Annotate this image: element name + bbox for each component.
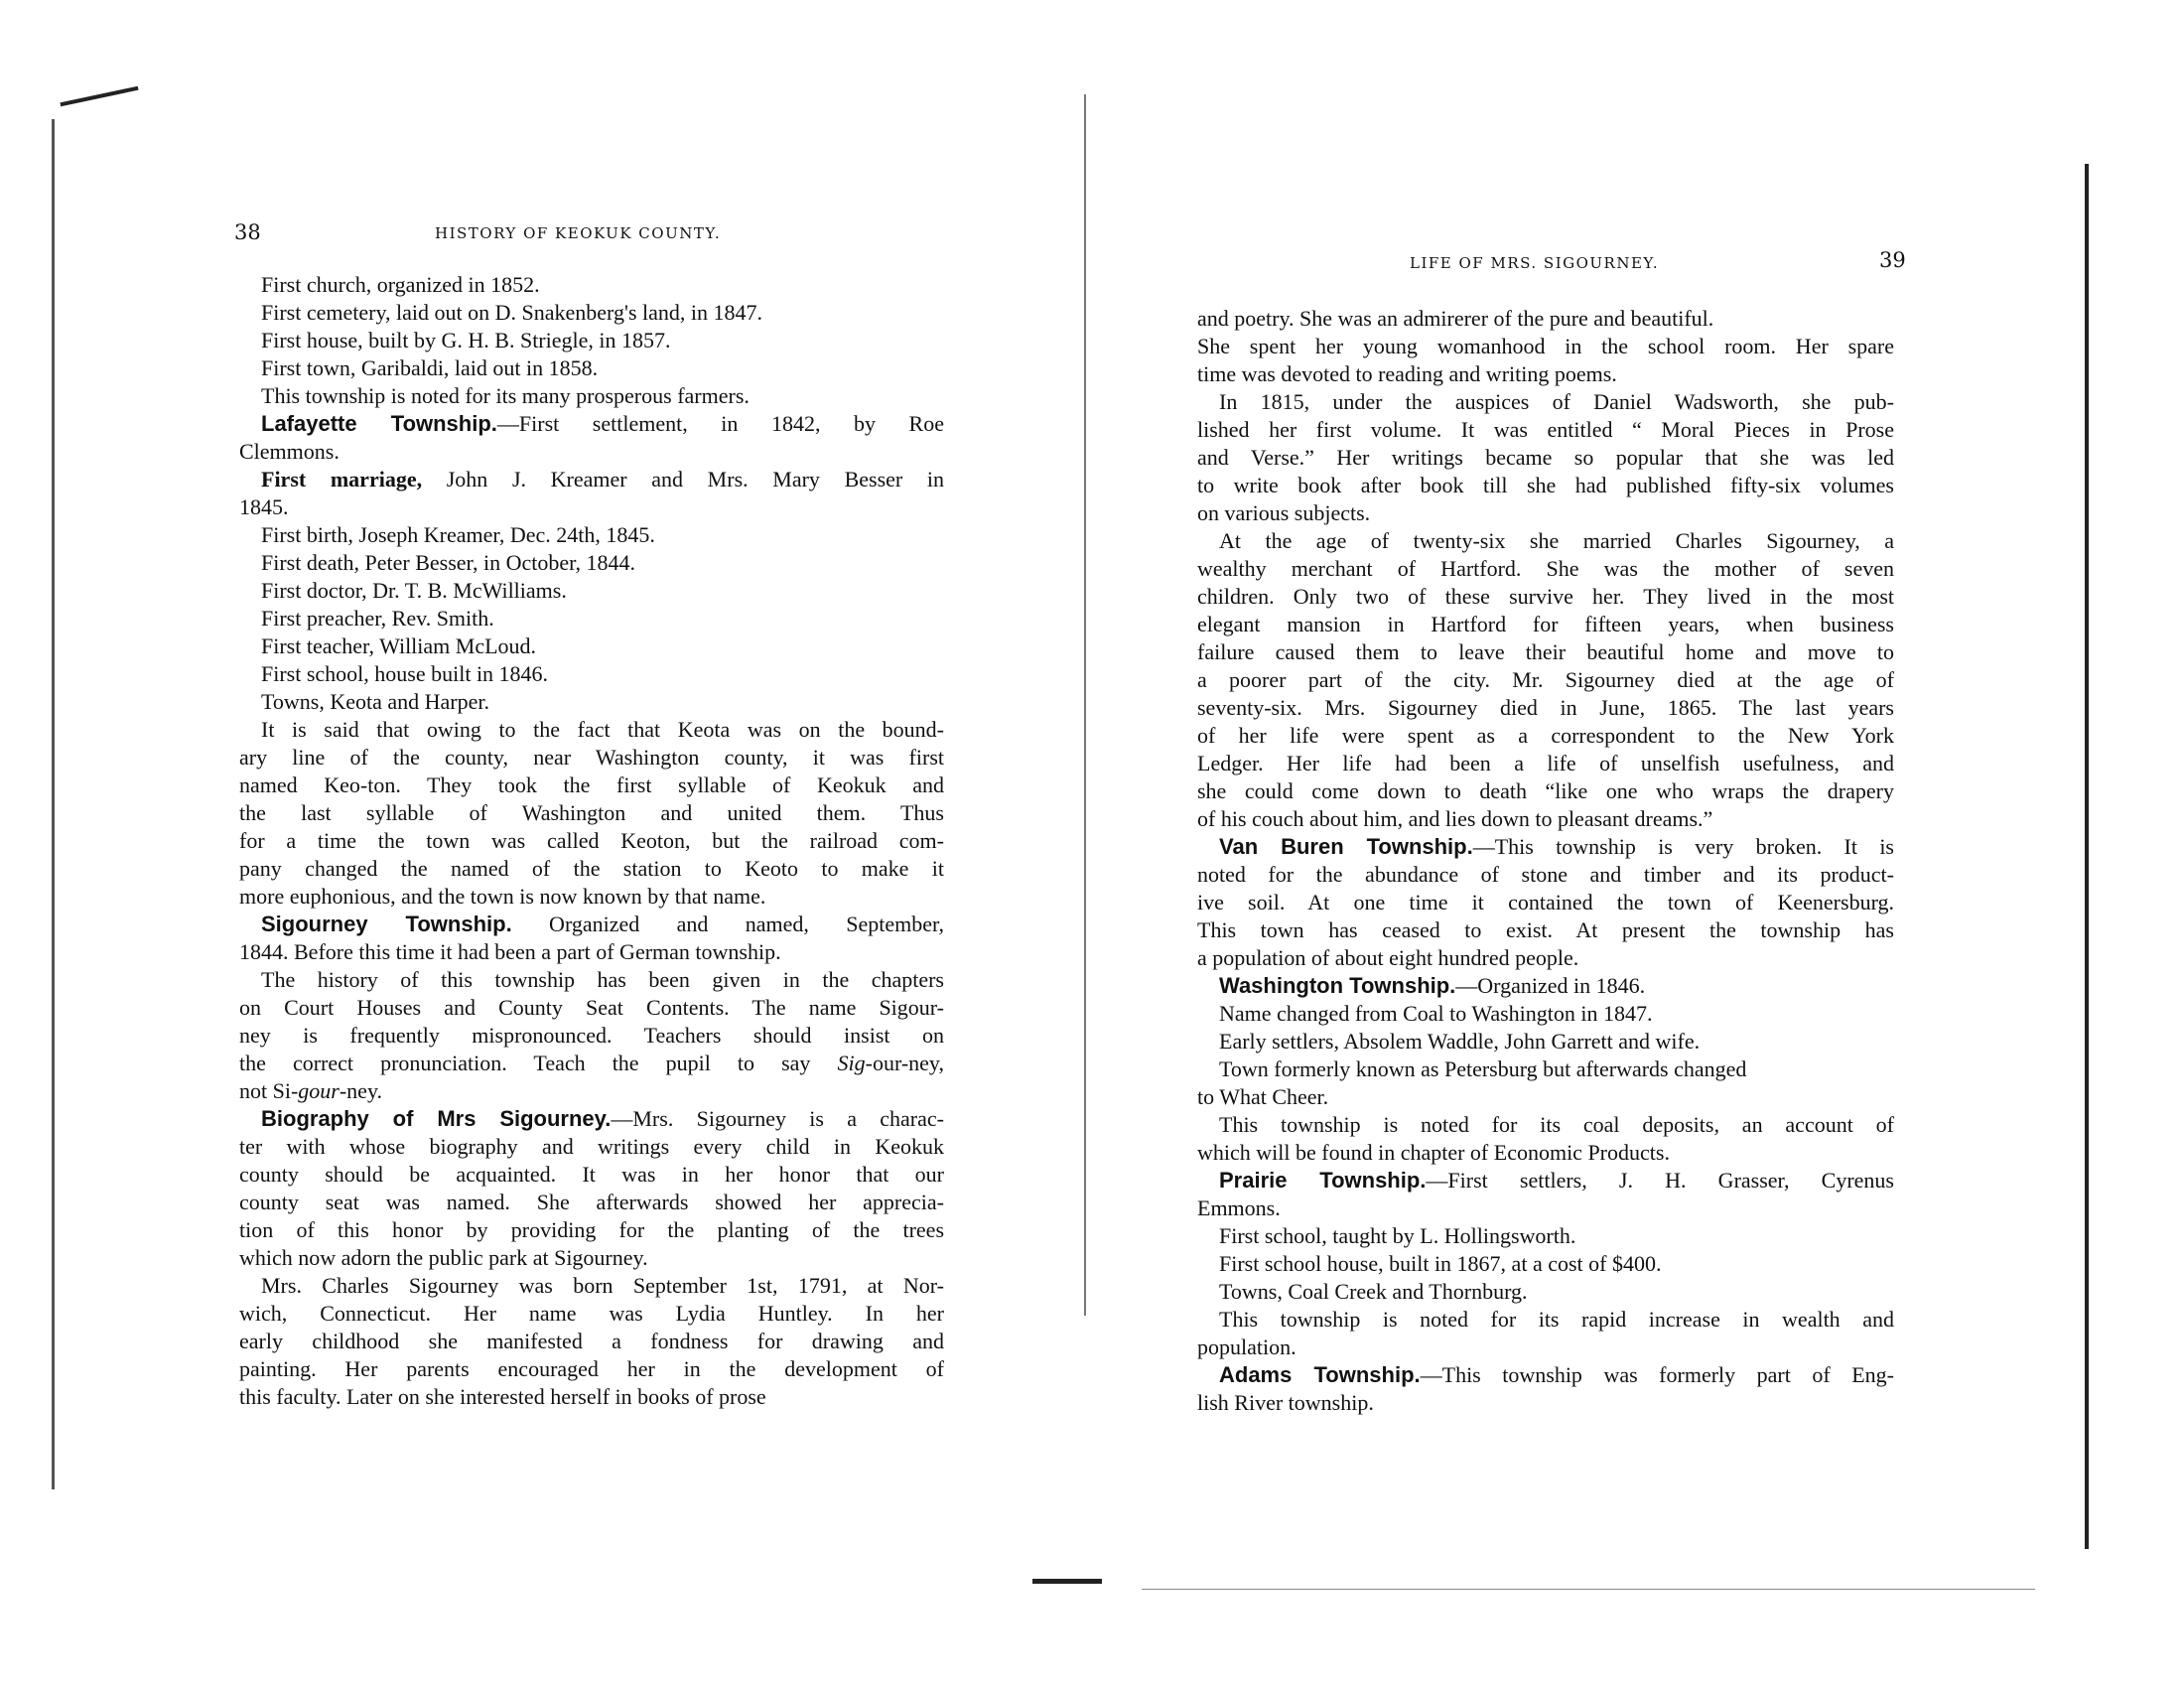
section-heading: Lafayette Township. (261, 411, 497, 436)
text-line (1197, 889, 1894, 916)
text-line (1197, 722, 1894, 750)
text-line (239, 549, 944, 577)
line-text: children. Only two of these survive her. They lived in the most (1197, 584, 1894, 609)
text-line (1197, 305, 1894, 333)
text-line (239, 633, 944, 660)
text-line (239, 966, 944, 994)
line-text: a population of about eight hundred people. (1197, 945, 1579, 970)
page-edge-line (2085, 164, 2089, 1549)
line-text: a poorer part of the city. Mr. Sigourney died at the age of (1197, 667, 1894, 692)
line-text: First school house, built in 1867, at a cost of $400. (1219, 1251, 1662, 1276)
line-text: First cemetery, laid out on D. Snakenberg's land, in 1847. (261, 300, 762, 325)
text-line (1197, 1139, 1894, 1167)
text-line (1197, 1250, 1894, 1278)
text-line (1197, 1222, 1894, 1250)
right-page-text (1197, 305, 1894, 1417)
section-heading: Van Buren Township. (1219, 834, 1473, 859)
text-line (1197, 833, 1894, 861)
line-text: time was devoted to reading and writing poems. (1197, 361, 1617, 386)
line-text: -ney. (339, 1078, 383, 1103)
text-line (1197, 1167, 1894, 1195)
gutter-line (1084, 94, 1086, 1316)
line-text: -our-ney, (865, 1051, 944, 1075)
line-text: of her life were spent as a correspondent to the New York (1197, 723, 1894, 748)
text-line (1197, 916, 1894, 944)
page-number: 38 (234, 220, 261, 244)
text-line (1197, 444, 1894, 472)
line-text: First preacher, Rev. Smith. (261, 606, 494, 631)
section-heading: Adams Township. (1219, 1362, 1421, 1387)
text-line (239, 827, 944, 855)
line-text: John J. Kreamer and Mrs. Mary Besser in (422, 467, 945, 492)
line-text: It is said that owing to the fact that Keota was on the bound- (261, 717, 944, 742)
line-text: of his couch about him, and lies down to pleasant dreams.” (1197, 806, 1713, 831)
text-line (1197, 1083, 1894, 1111)
line-text: —First settlement, in 1842, by Roe (496, 411, 944, 436)
text-line (1197, 638, 1894, 666)
line-text: Early settlers, Absolem Waddle, John Garrett and wife. (1219, 1029, 1701, 1054)
running-head: HISTORY OF KEOKUK COUNTY. (435, 224, 722, 242)
line-text: ive soil. At one time it contained the town of Keenersburg. (1197, 890, 1894, 914)
line-text: early childhood she manifested a fondness for drawing and (239, 1329, 944, 1353)
line-text: First birth, Joseph Kreamer, Dec. 24th, 1845. (261, 522, 655, 547)
text-line (239, 577, 944, 605)
text-line (239, 1161, 944, 1189)
line-text: ary line of the county, near Washington county, it was first (239, 745, 944, 770)
line-text: First town, Garibaldi, laid out in 1858. (261, 355, 599, 380)
line-text: for a time the town was called Keoton, but the railroad com- (239, 828, 944, 853)
line-text: more euphonious, and the town is now known by that name. (239, 884, 766, 909)
text-line (239, 1216, 944, 1244)
text-line (239, 1189, 944, 1216)
text-line (1197, 1111, 1894, 1139)
line-text: failure caused them to leave their beautiful home and move to (1197, 639, 1894, 664)
text-line (1197, 1361, 1894, 1389)
line-text: Name changed from Coal to Washington in 1847. (1219, 1001, 1653, 1026)
text-line (239, 438, 944, 466)
line-text: Towns, Coal Creek and Thornburg. (1219, 1279, 1528, 1304)
line-text: This township is noted for its coal deposits, an account of (1219, 1112, 1894, 1137)
text-line (239, 744, 944, 772)
text-line (1197, 805, 1894, 833)
text-line (239, 466, 944, 493)
line-text: and poetry. She was an admirerer of the pure and beautiful. (1197, 306, 1714, 331)
text-line (239, 327, 944, 354)
line-text: Towns, Keota and Harper. (261, 689, 490, 714)
running-head: LIFE OF MRS. SIGOURNEY. (1410, 254, 1660, 272)
scan-mark (1032, 1579, 1102, 1584)
text-line (239, 493, 944, 521)
line-text: ney is frequently mispronounced. Teachers should insist on (239, 1023, 944, 1048)
text-line (1197, 1278, 1894, 1306)
line-text: First teacher, William McLoud. (261, 633, 537, 658)
text-line (1197, 527, 1894, 555)
text-line (239, 1383, 944, 1411)
text-line (239, 382, 944, 410)
text-line (239, 716, 944, 744)
line-text: This township is noted for its rapid increase in wealth and (1219, 1307, 1894, 1332)
text-line (1197, 388, 1894, 416)
text-line (239, 660, 944, 688)
italic-text: gour (298, 1078, 340, 1103)
line-text: The history of this township has been given in the chapters (261, 967, 944, 992)
line-text: Emmons. (1197, 1196, 1281, 1220)
text-line (239, 1077, 944, 1105)
text-line (239, 688, 944, 716)
line-text: —Organized in 1846. (1455, 973, 1646, 998)
line-text: First house, built by G. H. B. Striegle, in 1857. (261, 328, 671, 352)
text-line (239, 521, 944, 549)
text-line (239, 1355, 944, 1383)
line-text: and Verse.” Her writings became so popular that she was led (1197, 445, 1894, 470)
text-line (1197, 1389, 1894, 1417)
line-text: She spent her young womanhood in the school room. Her spare (1197, 334, 1894, 358)
italic-text: Sig (837, 1051, 866, 1075)
line-text: tion of this honor by providing for the planting of the trees (239, 1217, 944, 1242)
text-line (1197, 611, 1894, 638)
line-text: not Si- (239, 1078, 299, 1103)
text-line (239, 799, 944, 827)
line-text: At the age of twenty-six she married Charles Sigourney, a (1219, 528, 1894, 553)
line-text: she could come down to death “like one who wraps the drapery (1197, 778, 1894, 803)
line-text: Town formerly known as Petersburg but afterwards changed (1219, 1056, 1747, 1081)
line-text: Mrs. Charles Sigourney was born September 1st, 1791, at Nor- (261, 1273, 944, 1298)
text-line (1197, 1334, 1894, 1361)
line-text: First death, Peter Besser, in October, 1844. (261, 550, 636, 575)
line-text: lish River township. (1197, 1390, 1374, 1415)
text-line (239, 271, 944, 299)
text-line (1197, 1028, 1894, 1055)
line-text: wich, Connecticut. Her name was Lydia Huntley. In her (239, 1301, 944, 1326)
line-text: painting. Her parents encouraged her in the development of (239, 1356, 944, 1381)
line-text: named Keo-ton. They took the first syllable of Keokuk and (239, 773, 944, 797)
section-heading: Biography of Mrs Sigourney. (261, 1106, 612, 1131)
line-text: Organized and named, September, (511, 912, 944, 936)
line-text: to write book after book till she had published fifty-six volumes (1197, 473, 1894, 497)
text-line (239, 1272, 944, 1300)
text-line (239, 1022, 944, 1050)
line-text: noted for the abundance of stone and timber and its product- (1197, 862, 1894, 887)
text-line (239, 855, 944, 883)
text-line (239, 772, 944, 799)
line-text: First doctor, Dr. T. B. McWilliams. (261, 578, 567, 603)
text-line (1197, 499, 1894, 527)
text-line (1197, 666, 1894, 694)
line-text: —First settlers, J. H. Grasser, Cyrenus (1426, 1168, 1894, 1193)
text-line (1197, 416, 1894, 444)
text-line (239, 938, 944, 966)
text-line (1197, 583, 1894, 611)
right-page (1082, 0, 2184, 1688)
text-line (239, 410, 944, 438)
text-line (239, 299, 944, 327)
line-text: pany changed the named of the station to Keoto to make it (239, 856, 944, 881)
line-text: this faculty. Later on she interested herself in books of prose (239, 1384, 766, 1409)
text-line (1197, 694, 1894, 722)
line-text: county should be acquainted. It was in her honor that our (239, 1162, 944, 1187)
section-heading: Sigourney Township. (261, 912, 512, 936)
line-text: —Mrs. Sigourney is a charac- (611, 1106, 944, 1131)
line-text: Ledger. Her life had been a life of unselfish usefulness, and (1197, 751, 1894, 775)
line-text: the correct pronunciation. Teach the pupil to say (239, 1051, 838, 1075)
page-number: 39 (1879, 248, 1906, 272)
line-text: First school, taught by L. Hollingsworth. (1219, 1223, 1576, 1248)
text-line (239, 1244, 944, 1272)
text-line (1197, 861, 1894, 889)
line-text: In 1815, under the auspices of Daniel Wadsworth, she pub- (1219, 389, 1894, 414)
text-line (1197, 1000, 1894, 1028)
text-line (239, 1328, 944, 1355)
line-text: county seat was named. She afterwards showed her apprecia- (239, 1190, 944, 1214)
line-text: Clemmons. (239, 439, 340, 464)
text-line (239, 883, 944, 911)
line-text: seventy-six. Mrs. Sigourney died in June, 1865. The last years (1197, 695, 1894, 720)
line-text: on various subjects. (1197, 500, 1371, 525)
bold-lead: First marriage, (261, 467, 423, 492)
line-text: which now adorn the public park at Sigourney. (239, 1245, 648, 1270)
line-text: This town has ceased to exist. At present the township has (1197, 917, 1894, 942)
text-line (1197, 472, 1894, 499)
left-page (0, 0, 1082, 1688)
text-line (239, 354, 944, 382)
text-line (239, 1133, 944, 1161)
line-text: This township is noted for its many prosperous farmers. (261, 383, 750, 408)
line-text: 1844. Before this time it had been a part of German township. (239, 939, 781, 964)
line-text: lished her first volume. It was entitled “ Moral Pieces in Prose (1197, 417, 1894, 442)
text-line (1197, 777, 1894, 805)
text-line (239, 1300, 944, 1328)
line-text: elegant mansion in Hartford for fifteen years, when business (1197, 612, 1894, 636)
line-text: —This township is very broken. It is (1472, 834, 1894, 859)
scan-mark (1142, 1589, 2035, 1590)
text-line (1197, 555, 1894, 583)
text-line (239, 994, 944, 1022)
text-line (1197, 333, 1894, 360)
line-text: on Court Houses and County Seat Contents. The name Sigour- (239, 995, 944, 1020)
line-text: 1845. (239, 494, 289, 519)
text-line (1197, 944, 1894, 972)
text-line (239, 911, 944, 938)
line-text: wealthy merchant of Hartford. She was the mother of seven (1197, 556, 1894, 581)
line-text: the last syllable of Washington and united them. Thus (239, 800, 944, 825)
line-text: to What Cheer. (1197, 1084, 1329, 1109)
text-line (1197, 972, 1894, 1000)
text-line (239, 1105, 944, 1133)
page-edge-line (52, 119, 55, 1489)
section-heading: Washington Township. (1219, 973, 1456, 998)
left-page-text (239, 271, 944, 1411)
text-line (1197, 1195, 1894, 1222)
line-text: which will be found in chapter of Economic Products. (1197, 1140, 1670, 1165)
line-text: First church, organized in 1852. (261, 272, 540, 297)
text-line (1197, 360, 1894, 388)
section-heading: Prairie Township. (1219, 1168, 1427, 1193)
text-line (1197, 1055, 1894, 1083)
line-text: First school, house built in 1846. (261, 661, 549, 686)
line-text: ter with whose biography and writings every child in Keokuk (239, 1134, 944, 1159)
line-text: population. (1197, 1335, 1297, 1359)
text-line (1197, 1306, 1894, 1334)
text-line (239, 1050, 944, 1077)
line-text: —This township was formerly part of Eng- (1420, 1362, 1894, 1387)
text-line (1197, 750, 1894, 777)
text-line (239, 605, 944, 633)
